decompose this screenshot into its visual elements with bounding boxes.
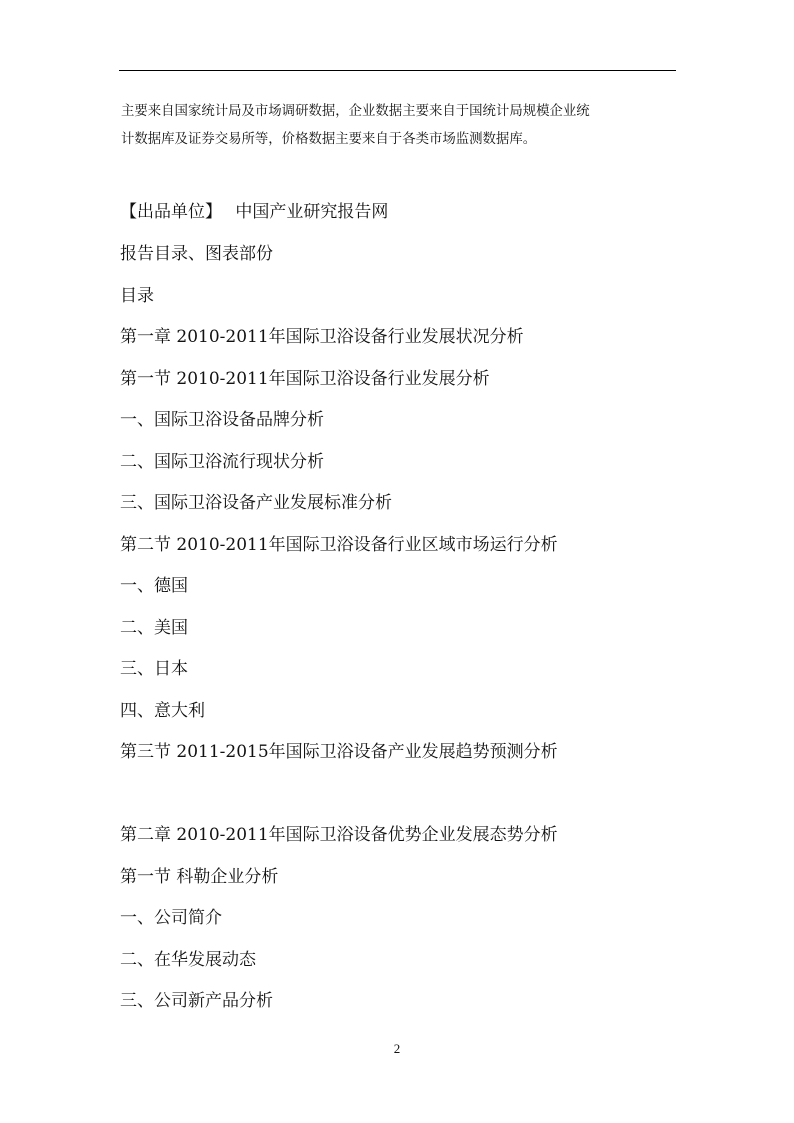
toc-item: 二、国际卫浴流行现状分析 (120, 452, 324, 472)
toc-item: 二、在华发展动态 (120, 950, 256, 970)
toc-section: 第一节 2010-2011年国际卫浴设备行业发展分析 (120, 369, 490, 389)
intro-paragraph (121, 98, 681, 154)
publisher-name: 中国产业研究报告网 (235, 202, 389, 222)
toc-item: 一、国际卫浴设备品牌分析 (120, 410, 324, 430)
toc-item: 二、美国 (120, 618, 188, 638)
toc-section: 第二节 2010-2011年国际卫浴设备行业区域市场运行分析 (120, 535, 558, 555)
toc-item: 一、公司简介 (120, 908, 222, 928)
intro-line-1: 主要来自国家统计局及市场调研数据，企业数据主要来自于国统计局规模企业统 (121, 104, 590, 119)
toc-heading: 报告目录、图表部份 (120, 244, 273, 264)
publisher-label: 【出品单位】 (120, 202, 222, 222)
toc-item: 三、公司新产品分析 (120, 991, 273, 1011)
toc-section: 第一节 科勒企业分析 (120, 867, 279, 887)
page-number: 2 (393, 1041, 401, 1056)
toc-chapter: 第二章 2010-2011年国际卫浴设备优势企业发展态势分析 (120, 825, 558, 845)
toc-item: 四、意大利 (120, 701, 205, 721)
toc-title: 目录 (120, 286, 154, 306)
intro-line-2: 计数据库及证券交易所等，价格数据主要来自于各类市场监测数据库。 (121, 132, 537, 147)
toc-section: 第三节 2011-2015年国际卫浴设备产业发展趋势预测分析 (120, 742, 558, 762)
toc-item: 三、国际卫浴设备产业发展标准分析 (120, 493, 392, 513)
toc-chapter: 第一章 2010-2011年国际卫浴设备行业发展状况分析 (120, 327, 524, 347)
toc-item: 三、日本 (120, 659, 188, 679)
publisher-line (120, 201, 388, 223)
toc-item: 一、德国 (120, 576, 188, 596)
header-rule (119, 70, 676, 71)
